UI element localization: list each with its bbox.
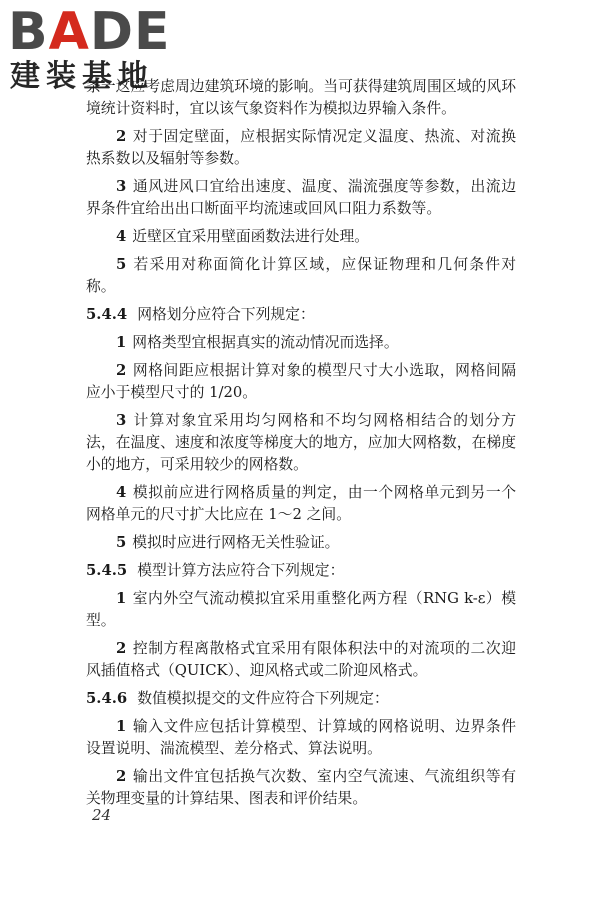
item-text: 对于固定壁面，应根据实际情况定义温度、热流、对流换热系数以及辐射等参数。 (86, 128, 516, 167)
item-text: 网格间距应根据计算对象的模型尺寸大小选取，网格间隔应小于模型尺寸的 1/20。 (86, 362, 516, 401)
section-heading (86, 688, 516, 710)
item-number: 2 (116, 128, 127, 145)
item-text: 室内外空气流动模拟宜采用重整化两方程（RNG k-ε）模型。 (86, 590, 516, 629)
paragraph-text: 条一这应考虑周边建筑环境的影响。当可获得建筑周围区域的风环境统计资料时，宜以该气象资料作为模拟边界输入条件。 (86, 78, 516, 117)
list-item (86, 176, 516, 220)
list-item (86, 482, 516, 526)
item-text: 输入文件应包括计算模型、计算域的网格说明、边界条件设置说明、湍流模型、差分格式、算法说明。 (86, 718, 516, 757)
list-item (86, 638, 516, 682)
list-item (86, 532, 516, 554)
item-number: 5 (116, 256, 127, 273)
logo-letter-b: B (8, 2, 49, 62)
item-text: 控制方程离散格式宜采用有限体积法中的对流项的二次迎风插值格式（QUICK）、迎风格式或二阶迎风格式。 (86, 640, 516, 679)
list-item (86, 410, 516, 476)
list-item (86, 332, 516, 354)
item-number: 1 (116, 590, 127, 607)
list-item (86, 226, 516, 248)
section-heading (86, 304, 516, 326)
item-number: 2 (116, 640, 127, 657)
section-number: 5.4.6 (86, 690, 128, 707)
item-text: 模拟时应进行网格无关性验证。 (132, 534, 340, 551)
item-text: 若采用对称面简化计算区域，应保证物理和几何条件对称。 (86, 256, 516, 295)
logo-brand-en (8, 2, 171, 62)
item-text: 网格类型宜根据真实的流动情况而选择。 (132, 334, 399, 351)
item-number: 4 (116, 484, 127, 501)
document-body (86, 76, 516, 816)
section-heading (86, 560, 516, 582)
list-item (86, 360, 516, 404)
list-item (86, 766, 516, 810)
item-text: 近壁区宜采用壁面函数法进行处理。 (132, 228, 370, 245)
item-number: 3 (116, 412, 127, 429)
section-number: 5.4.4 (86, 306, 128, 323)
item-number: 2 (116, 768, 127, 785)
item-number: 3 (116, 178, 127, 195)
item-number: 4 (116, 228, 127, 245)
section-title: 网格划分应符合下列规定： (137, 306, 315, 323)
list-item (86, 126, 516, 170)
list-item (86, 254, 516, 298)
item-number: 2 (116, 362, 127, 379)
logo-brand-cn: 建装基地 (10, 59, 154, 94)
section-title: 数值模拟提交的文件应符合下列规定： (137, 690, 389, 707)
item-text: 通风进风口宜给出速度、温度、湍流强度等参数，出流边界条件宜给出出口断面平均流速或回风口阻力系数等。 (86, 178, 516, 217)
list-item (86, 588, 516, 632)
logo-letter-a: A (48, 2, 90, 62)
section-title: 模型计算方法应符合下列规定： (137, 562, 345, 579)
item-number: 5 (116, 534, 127, 551)
page-number: 24 (92, 806, 112, 824)
continued-paragraph (86, 76, 516, 120)
item-number: 1 (116, 718, 127, 735)
list-item (86, 716, 516, 760)
item-number: 1 (116, 334, 127, 351)
item-text: 模拟前应进行网格质量的判定，由一个网格单元到另一个网格单元的尺寸扩大比应在 1～2 之间。 (86, 484, 516, 523)
section-number: 5.4.5 (86, 562, 128, 579)
item-text: 计算对象宜采用均匀网格和不均匀网格相结合的划分方法，在温度、速度和浓度等梯度大的地方，应加大网格数，在梯度小的地方，可采用较少的网格数。 (86, 412, 516, 473)
item-text: 输出文件宜包括换气次数、室内空气流速、气流组织等有关物理变量的计算结果、图表和评价结果。 (86, 768, 516, 807)
logo-letters-de: DE (89, 2, 171, 62)
